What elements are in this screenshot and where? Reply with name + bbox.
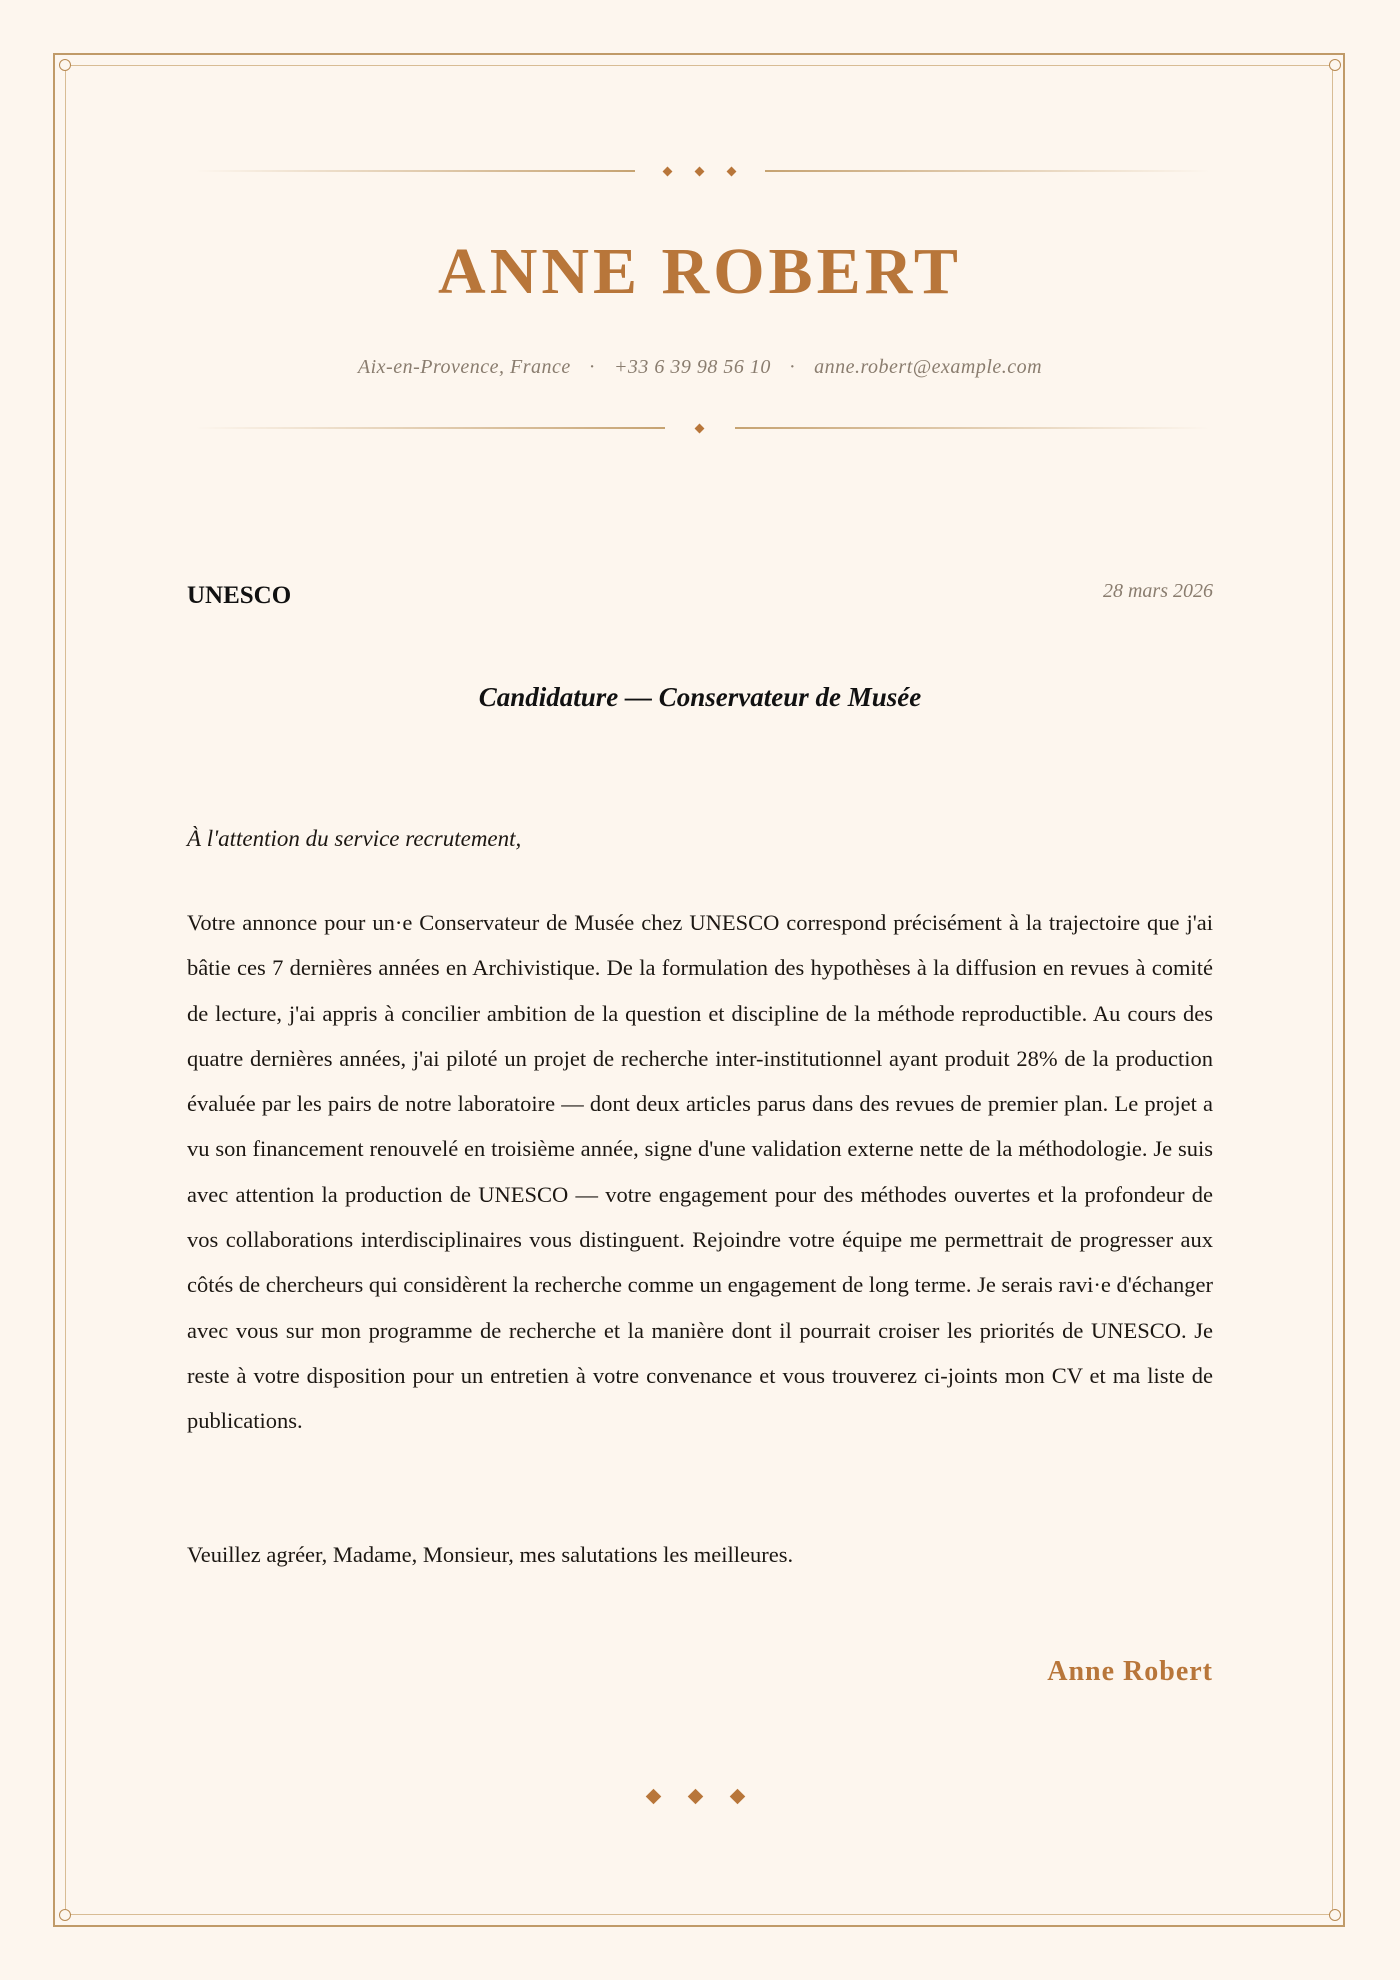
signature: Anne Robert bbox=[1047, 1656, 1213, 1687]
top-rule-left bbox=[195, 170, 635, 172]
contact-phone: +33 6 39 98 56 10 bbox=[613, 356, 771, 378]
recipient: UNESCO bbox=[187, 582, 292, 609]
contact-location: Aix-en-Provence, France bbox=[357, 356, 571, 378]
contact-separator: · bbox=[588, 356, 596, 378]
header-rule-right bbox=[735, 427, 1210, 429]
applicant-name: ANNE ROBERT bbox=[438, 235, 962, 308]
corner-ornament-top-right bbox=[1329, 59, 1341, 71]
letter-date: 28 mars 2026 bbox=[1102, 580, 1213, 602]
contact-separator: · bbox=[788, 356, 797, 378]
salutation: À l'attention du service recrutement, bbox=[187, 826, 522, 851]
corner-ornament-bottom-left bbox=[59, 1909, 71, 1921]
letter-subject: Candidature — Conservateur de Musée bbox=[478, 682, 922, 712]
letter-body: Votre annonce pour un·e Conservateur de Musée chez UNESCO correspond précisément à la trajectoire que j'ai bâtie ces 7 dernières années en Archivistique. De la formulation des hypothèses à la diffusion en revues à comité de lecture, j'ai appris à concilier ambition de la question et discipline de la méthode reproductible. Au cours des quatre dernières années, j'ai piloté un projet de recherche inter-institutionnel ayant produit 28% de la production évaluée par les pairs de notre laboratoire — dont deux articles parus dans des revues de premier plan. Le projet a vu son financement renouvelé en troisième année, signe d'une validation externe nette de la méthodologie. Je suis avec attention la production de UNESCO — votre engagement pour des méthodes ouvertes et la profondeur de vos collaborations interdisciplinaires vous distinguent. Rejoindre votre équipe me permettrait de progresser aux côtés de chercheurs qui considèrent la recherche comme un engagement de long terme. Je serais ravi·e d'échanger avec vous sur mon programme de recherche et la manière dont il pourrait croiser les priorités de UNESCO. Je reste à votre disposition pour un entretien à votre convenance et vous trouverez ci-joints mon CV et ma liste de publications. bbox=[187, 910, 1213, 1434]
contact-email: anne.robert@example.com bbox=[814, 356, 1043, 378]
header-rule-left bbox=[195, 427, 665, 429]
corner-ornament-top-left bbox=[59, 59, 71, 71]
closing-formula: Veuillez agréer, Madame, Monsieur, mes salutations les meilleures. bbox=[187, 1542, 794, 1567]
corner-ornament-bottom-right bbox=[1329, 1909, 1341, 1921]
top-rule-right bbox=[765, 170, 1210, 172]
contact-line bbox=[0, 356, 1400, 379]
